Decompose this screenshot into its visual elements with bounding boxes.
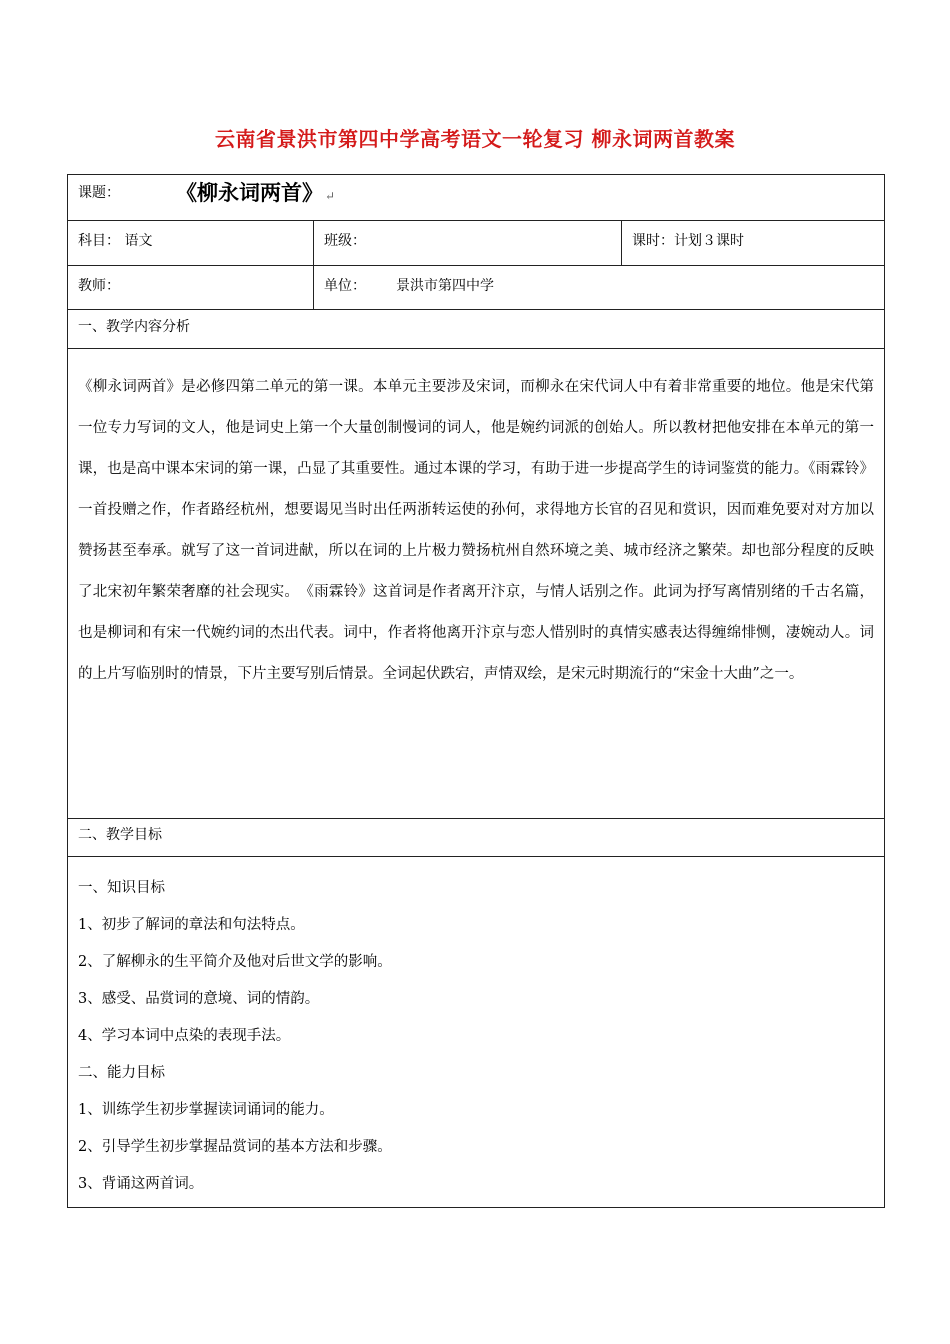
goal-line: 一、知识目标 [78, 880, 165, 896]
goal-line: 4、学习本词中点染的表现手法。 [78, 1028, 291, 1044]
subject-value: 语文 [124, 233, 153, 249]
unit-field [324, 275, 494, 295]
subject-field [78, 230, 152, 250]
course-title [176, 177, 335, 207]
course-row [68, 175, 884, 221]
analysis-paragraph: 《柳永词两首》是必修四第二单元的第一课。本单元主要涉及宋词，而柳永在宋代词人中有着非常重要的地位。他是宋代第一位专力写词的文人，他是词史上第一个大量创制慢词的词人，他是婉约词派的创始人。所以教材把他安排在本单元的第一课，也是高中课本宋词的第一课，凸显了其重要性。通过本课的学习，有助于进一步提高学生的诗词鉴赏的能力。《雨霖铃》一首投赠之作，作者路经杭州，想要谒见当时出任两浙转运使的孙何，求得地方长官的召见和赏识，因而难免要对对方加以赞扬甚至奉承。就写了这一首词进献，所以在词的上片极力赞扬杭州自然环境之美、城市经济之繁荣。却也部分程度的反映了北宋初年繁荣奢靡的社会现实。 《雨霖铃》这首词是作者离开汴京，与情人话别之作。此词为抒写离情别绪的千古名篇，也是柳词和有宋一代婉约词的杰出代表。词中，作者将他离开汴京与恋人惜别时的真情实感表达得缠绵悱恻，凄婉动人。词的上片写临别时的情景，下片主要写别后情景。全词起伏跌宕，声情双绘，是宋元时期流行的“宋金十大曲”之一。 [78, 379, 874, 682]
unit-value: 景洪市第四中学 [396, 278, 494, 294]
goal-line: 2、了解柳永的生平简介及他对后世文学的影响。 [78, 954, 392, 970]
class-cell [313, 221, 621, 265]
goals-list [78, 873, 392, 1206]
hours-value: 计划３课时 [674, 233, 744, 249]
info-row-2 [68, 266, 884, 310]
course-title-text: 《柳永词两首》 [176, 180, 323, 205]
section1-heading-row [68, 310, 884, 349]
goal-line: 3、感受、品赏词的意境、词的情韵。 [78, 991, 320, 1007]
teacher-label: 教师： [78, 278, 120, 294]
unit-label: 单位： [324, 278, 366, 294]
goal-line: 3、背诵这两首词。 [78, 1176, 204, 1192]
hours-label: 课时： [632, 233, 674, 249]
goal-line: 1、初步了解词的章法和句法特点。 [78, 917, 305, 933]
section1-content-row [68, 349, 884, 819]
info-row-1 [68, 221, 884, 266]
hours-cell [621, 221, 884, 265]
class-label: 班级： [324, 233, 366, 249]
page-title: 云南省景洪市第四中学高考语文一轮复习 柳永词两首教案 [215, 127, 735, 151]
lesson-plan-table [67, 174, 885, 1208]
section1-heading: 一、教学内容分析 [78, 319, 190, 335]
subject-label: 科目： [78, 233, 120, 249]
section2-content-row [68, 857, 884, 1207]
course-label: 课题： [78, 185, 120, 201]
unit-cell [313, 266, 884, 309]
subject-cell [68, 221, 313, 265]
goal-line: 2、引导学生初步掌握品赏词的基本方法和步骤。 [78, 1139, 392, 1155]
goal-line: 1、训练学生初步掌握读词诵词的能力。 [78, 1102, 334, 1118]
section2-heading-row [68, 819, 884, 857]
goal-line: 二、能力目标 [78, 1065, 165, 1081]
teacher-cell [68, 266, 313, 309]
paragraph-mark-icon: ↵ [325, 189, 336, 203]
hours-field [632, 230, 744, 250]
section2-heading: 二、教学目标 [78, 827, 162, 843]
